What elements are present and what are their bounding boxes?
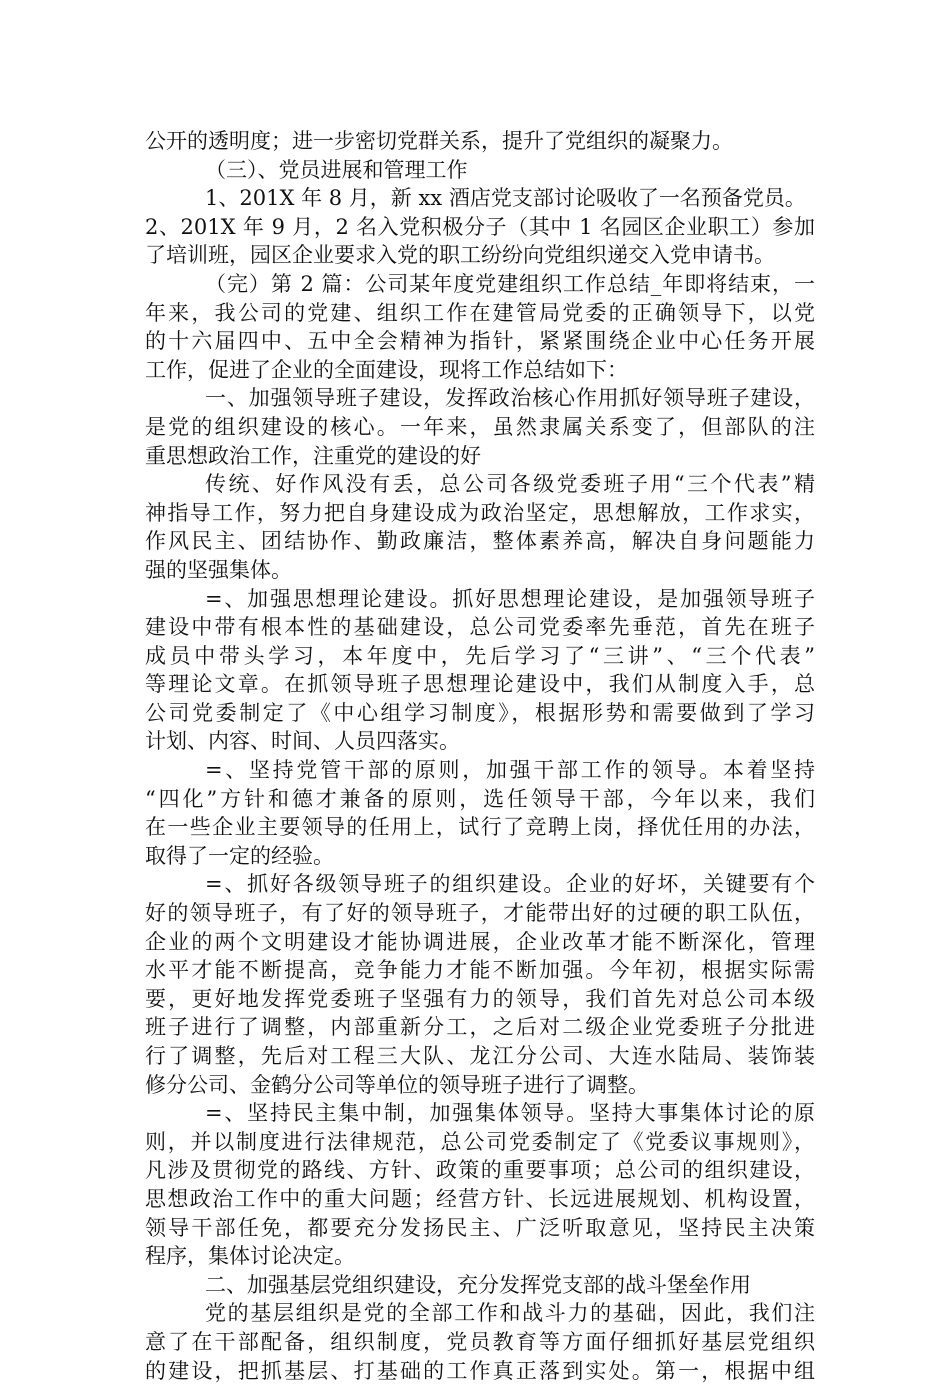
text-line: 凡涉及贯彻党的路线、方针、政策的重要事项；总公司的组织建设， (145, 1158, 815, 1183)
text-line: 则，并以制度进行法律规范，总公司党委制定了《党委议事规则》， (145, 1129, 815, 1154)
text-line: =、加强思想理论建设。抓好思想理论建设，是加强领导班子 (205, 586, 815, 611)
text-line: 计划、内容、时间、人员四落实。 (145, 729, 460, 754)
text-line: 企业的两个文明建设才能协调进展，企业改革才能不断深化，管理 (145, 929, 815, 954)
text-line: 修分公司、金鹤分公司等单位的领导班子进行了调整。 (145, 1072, 649, 1097)
text-line: “四化”方针和德才兼备的原则，选任领导干部，今年以来，我们 (145, 786, 815, 811)
text-line: 1、201X 年 8 月，新 xx 酒店党支部讨论吸收了一名预备党员。 (205, 186, 806, 211)
text-line: 重思想政治工作，注重党的建设的好 (145, 443, 481, 468)
text-line: 神指导工作，努力把自身建设成为政治坚定，思想解放，工作求实， (145, 500, 815, 525)
text-line: 好的领导班子，有了好的领导班子，才能带出好的过硬的职工队伍， (145, 901, 815, 926)
text-line: 的建设，把抓基层、打基础的工作真正落到实处。第一，根据中组 (145, 1358, 815, 1383)
text-line: 水平才能不断提高，竞争能力才能不断加强。今年初，根据实际需 (145, 958, 815, 983)
text-line: =、抓好各级领导班子的组织建设。企业的好坏，关键要有个 (205, 872, 815, 897)
text-line: 领导干部任免，都要充分发扬民主、广泛听取意见，坚持民主决策 (145, 1215, 815, 1240)
text-line: 了培训班，园区企业要求入党的职工纷纷向党组织递交入党申请书。 (145, 243, 775, 268)
text-line: 成员中带头学习，本年度中，先后学习了“三讲”、“三个代表” (145, 643, 815, 668)
text-line: 2、201X 年 9 月，2 名入党积极分子（其中 1 名园区企业职工）参加 (145, 214, 815, 239)
text-line: 程序，集体讨论决定。 (145, 1244, 355, 1269)
text-line: 建设中带有根本性的基础建设，总公司党委率先垂范，首先在班子 (145, 615, 815, 640)
text-line: 公司党委制定了《中心组学习制度》，根据形势和需要做到了学习 (145, 700, 815, 725)
text-line: 是党的组织建设的核心。一年来，虽然隶属关系变了，但部队的注 (145, 414, 815, 439)
text-line: 等理论文章。在抓领导班子思想理论建设中，我们从制度入手，总 (145, 672, 815, 697)
text-line: 行了调整，先后对工程三大队、龙江分公司、大连水陆局、装饰装 (145, 1044, 815, 1068)
text-line: （完）第 2 篇：公司某年度党建组织工作总结_年即将结束，一 (205, 271, 815, 296)
document-body (145, 127, 815, 1385)
text-line: 取得了一定的经验。 (145, 843, 334, 868)
text-line: 意了在干部配备，组织制度，党员教育等方面仔细抓好基层党组织 (145, 1329, 815, 1354)
text-line: 党的基层组织是党的全部工作和战斗力的基础，因此，我们注 (205, 1301, 815, 1326)
text-line: 思想政治工作中的重大问题；经营方针、长远进展规划、机构设置， (145, 1186, 815, 1211)
text-line: =、坚持党管干部的原则，加强干部工作的领导。本着坚持 (205, 758, 815, 783)
text-line: 工作，促进了企业的全面建设，现将工作总结如下： (145, 357, 628, 382)
text-line: 班子进行了调整，内部重新分工，之后对二级企业党委班子分批进 (145, 1015, 815, 1040)
text-line: 要，更好地发挥党委班子坚强有力的领导，我们首先对总公司本级 (145, 986, 815, 1011)
text-line: 公开的透明度；进一步密切党群关系，提升了党组织的凝聚力。 (145, 129, 733, 153)
text-line: 传统、好作风没有丢，总公司各级党委班子用“三个代表”精 (205, 472, 815, 497)
text-line: 强的坚强集体。 (145, 557, 292, 582)
text-line: 的十六届四中、五中全会精神为指针，紧紧围绕企业中心任务开展 (145, 329, 815, 354)
text-line: 年来，我公司的党建、组织工作在建管局党委的正确领导下，以党 (145, 300, 815, 325)
text-line: 二、加强基层党组织建设，充分发挥党支部的战斗堡垒作用 (205, 1272, 751, 1297)
text-line: 一、加强领导班子建设，发挥政治核心作用抓好领导班子建设， (205, 386, 815, 411)
text-line: 作风民主、团结协作、勤政廉洁，整体素养高，解决自身问题能力 (145, 529, 815, 554)
text-line: 在一些企业主要领导的任用上，试行了竞聘上岗，择优任用的办法， (145, 815, 815, 840)
text-line: =、坚持民主集中制，加强集体领导。坚持大事集体讨论的原 (205, 1101, 815, 1126)
text-line: （三）、党员进展和管理工作 (205, 157, 468, 182)
